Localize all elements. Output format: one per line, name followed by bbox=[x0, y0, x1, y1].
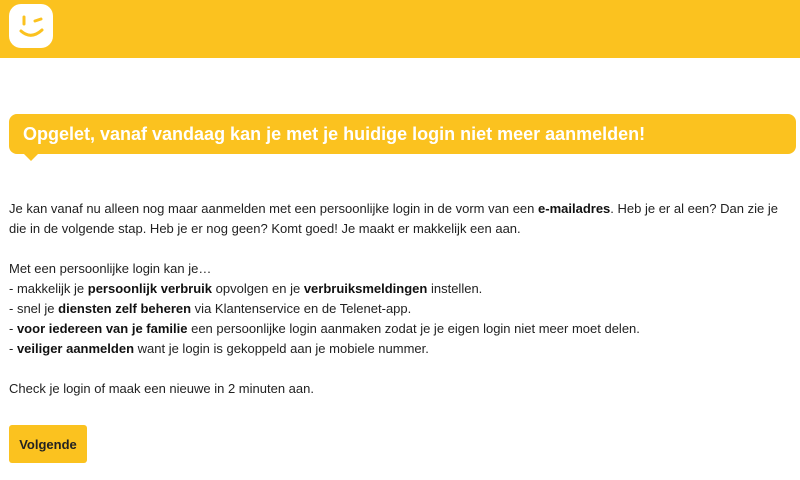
list-item-text: - makkelijk je bbox=[9, 281, 88, 296]
list-item-text: want je login is gekoppeld aan je mobiele nummer. bbox=[134, 341, 429, 356]
list-item-text: een persoonlijke login aanmaken zodat je je eigen login niet meer moet delen. bbox=[187, 321, 640, 336]
warning-banner-pointer bbox=[22, 152, 40, 161]
check-login-text: Check je login of maak een nieuwe in 2 minuten aan. bbox=[9, 381, 314, 396]
intro-bold-email: e-mailadres bbox=[538, 201, 611, 216]
list-item-text: via Klantenservice en de Telenet-app. bbox=[191, 301, 412, 316]
intro-text-2: . Heb je er al een? Dan zie je die in de volgende stap. Heb je er nog geen? Komt goed! Je maakt er makkelijk een aan. bbox=[9, 201, 778, 236]
smiley-face-icon bbox=[9, 4, 53, 48]
warning-banner-text: Opgelet, vanaf vandaag kan je met je huidige login niet meer aanmelden! bbox=[23, 124, 646, 144]
list-item bbox=[9, 299, 795, 319]
list-item bbox=[9, 339, 795, 359]
list-item-text: - snel je bbox=[9, 301, 59, 316]
list-item bbox=[9, 279, 795, 299]
top-header-bar bbox=[0, 0, 800, 58]
benefits-lead: Met een persoonlijke login kan je… bbox=[9, 261, 212, 276]
list-item-text: instellen. bbox=[427, 281, 483, 296]
list-item-bold: verbruiksmeldingen bbox=[303, 281, 428, 296]
list-item-text: - bbox=[9, 341, 17, 356]
warning-banner bbox=[9, 114, 796, 154]
list-item-bold: diensten zelf beheren bbox=[58, 301, 192, 316]
list-item-text: opvolgen en je bbox=[212, 281, 304, 296]
list-item-text: - bbox=[9, 321, 17, 336]
list-item-bold: persoonlijk verbruik bbox=[87, 281, 213, 296]
next-button[interactable]: Volgende bbox=[9, 425, 87, 463]
intro-text-1: Je kan vanaf nu alleen nog maar aanmelden met een persoonlijke login in de vorm van een bbox=[9, 201, 539, 216]
intro-paragraph bbox=[9, 199, 795, 239]
list-item-bold: voor iedereen van je familie bbox=[16, 321, 188, 336]
list-item bbox=[9, 319, 795, 339]
benefits-list bbox=[9, 279, 795, 359]
telenet-logo-icon[interactable] bbox=[9, 4, 53, 48]
list-item-bold: veiliger aanmelden bbox=[16, 341, 135, 356]
main-content bbox=[9, 199, 795, 399]
